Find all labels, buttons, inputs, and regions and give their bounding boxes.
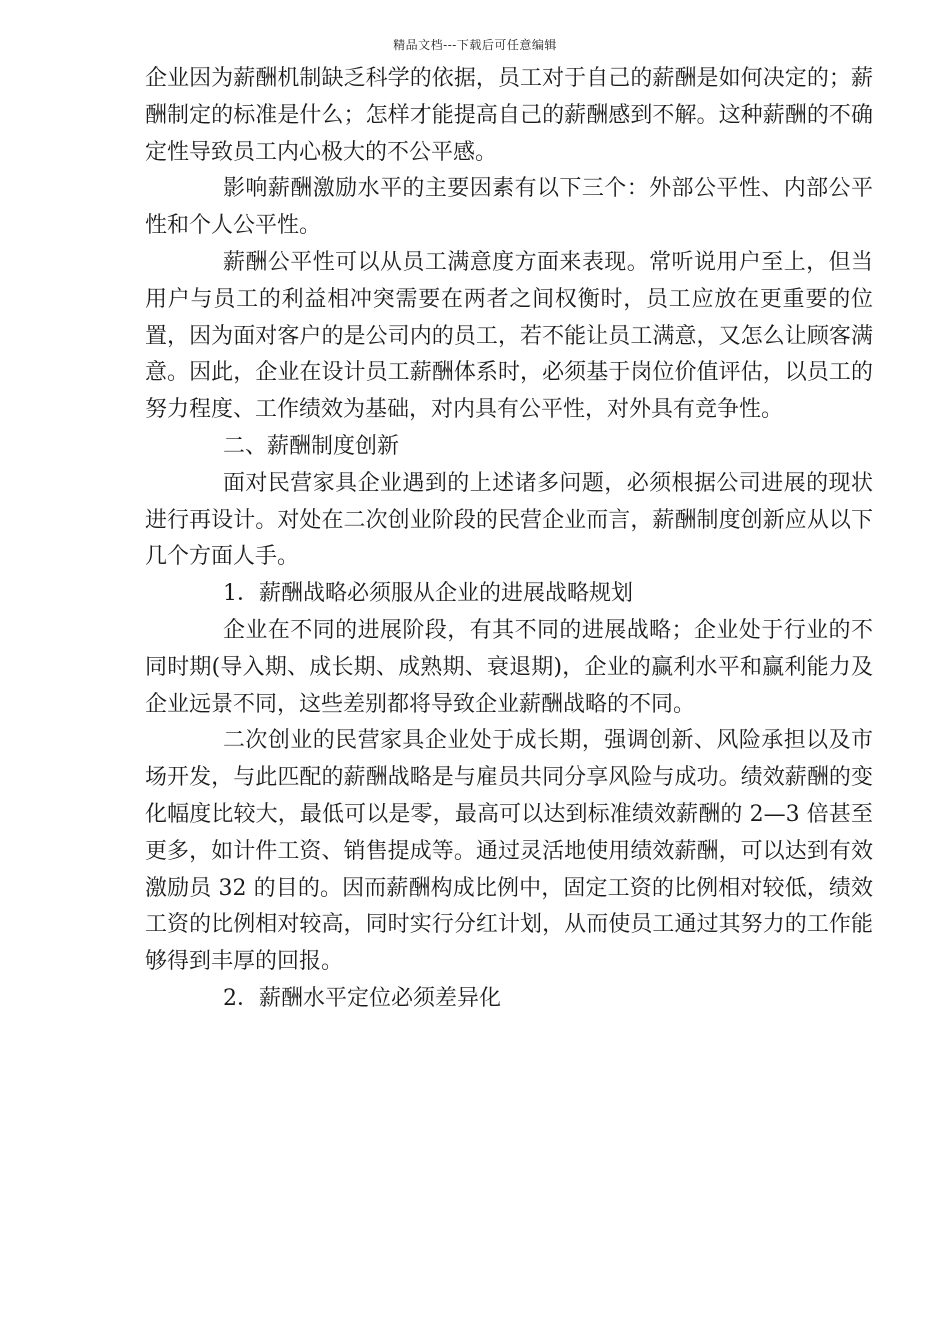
paragraph-growth-stage: 二次创业的民营家具企业处于成长期，强调创新、风险承担以及市场开发，与此匹配的薪酬战略是与雇员共同分享风险与成功。绩效薪酬的变化幅度比较大，最低可以是零，最高可以达到标准绩效薪酬的 2—3 倍甚至更多，如计件工资、销售提成等。通过灵活地使用绩效薪酬，可以达到有效激励员 32 的目的。因而薪酬构成比例中，固定工资的比例相对较低，绩效工资的比例相对较高，同时实行分红计划，从而使员工通过其努力的工作能够得到丰厚的回报。: [145, 728, 873, 975]
subheading-2: 2．薪酬水平定位必须差异化: [223, 985, 501, 1011]
page-header: 精品文档---下载后可任意编辑: [393, 38, 557, 52]
paragraph-redesign: 面对民营家具企业遇到的上述诸多问题，必须根据公司进展的现状进行再设计。对处在二次创业阶段的民营企业而言，薪酬制度创新应从以下几个方面人手。: [145, 470, 873, 570]
subheading-1: 1．薪酬战略必须服从企业的进展战略规划: [223, 581, 633, 607]
document-body: [145, 61, 873, 1018]
paragraph-factors: 影响薪酬激励水平的主要因素有以下三个：外部公平性、内部公平性和个人公平性。: [145, 176, 873, 239]
section-heading: 二、薪酬制度创新: [223, 433, 400, 459]
paragraph-continuation: 企业因为薪酬机制缺乏科学的依据，员工对于自己的薪酬是如何决定的；薪酬制定的标准是什么；怎样才能提高自己的薪酬感到不解。这种薪酬的不确定性导致员工内心极大的不公平感。: [145, 66, 873, 165]
paragraph-strategy: 企业在不同的进展阶段，有其不同的进展战略；企业处于行业的不同时期(导入期、成长期、成熟期、衰退期)，企业的赢利水平和赢利能力及企业远景不同，这些差别都将导致企业薪酬战略的不同。: [145, 617, 873, 717]
paragraph-fairness: 薪酬公平性可以从员工满意度方面来表现。常听说用户至上，但当用户与员工的利益相冲突需要在两者之间权衡时，员工应放在更重要的位置，因为面对客户的是公司内的员工，若不能让员工满意，又怎么让顾客满意。因此，企业在设计员工薪酬体系时，必须基于岗位价值评估，以员工的努力程度、工作绩效为基础，对内具有公平性，对外具有竞争性。: [145, 249, 873, 423]
